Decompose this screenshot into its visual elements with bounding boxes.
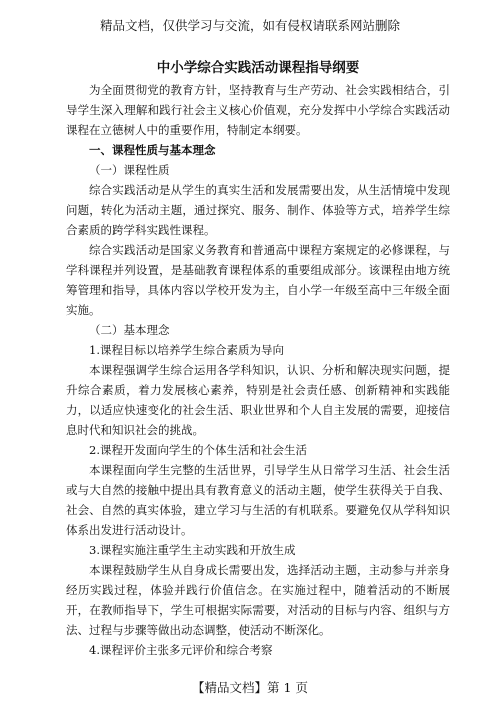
subsection-heading-course-nature: （一）课程性质	[89, 163, 170, 177]
intro-paragraph: 为全面贯彻党的教育方针，坚持教育与生产劳动、社会实践相结合，引导学生深入理解和践行社会主义核心价值观，充分发挥中小学综合实践活动课程在立德树人中的重要作用，特制定本纲要。	[66, 83, 450, 137]
point-2-paragraph: 本课程面向学生完整的生活世界，引导学生从日常学习生活、社会生活或与大自然的接触中提出具有教育意义的活动主题，使学生获得关于自我、社会、自然的真实体验，建立学习与生活的有机联系。要避免仅从学科知识体系出发进行活动设计。	[66, 463, 450, 537]
point-3-heading: 3.课程实施注重学生主动实践和开放生成	[89, 543, 296, 557]
subsection-heading-basic-philosophy: （二）基本理念	[89, 323, 170, 337]
document-body	[66, 58, 450, 660]
point-2-heading: 2.课程开发面向学生的个体生活和社会生活	[89, 443, 307, 457]
document-title: 中小学综合实践活动课程指导纲要	[156, 60, 360, 76]
point-4-heading: 4.课程评价主张多元评价和综合考察	[89, 643, 273, 657]
point-1-paragraph: 本课程强调学生综合运用各学科知识，认识、分析和解决现实问题，提升综合素质，着力发展核心素养，特别是社会责任感、创新精神和实践能力，以适应快速变化的社会生活、职业世界和个人自主发展的需要，迎接信息时代和知识社会的挑战。	[66, 363, 450, 437]
section-heading-nature-and-philosophy: 一、课程性质与基本理念	[89, 143, 216, 157]
point-3-paragraph: 本课程鼓励学生从自身成长需要出发，选择活动主题，主动参与并亲身经历实践过程，体验并践行价值信念。在实施过程中，随着活动的不断展开，在教师指导下，学生可根据实际需要，对活动的目标与内容、组织与方法、过程与步骤等做出动态调整，使活动不断深化。	[66, 563, 450, 637]
course-nature-paragraph-1: 综合实践活动是从学生的真实生活和发展需要出发，从生活情境中发现问题，转化为活动主题，通过探究、服务、制作、体验等方式，培养学生综合素质的跨学科实践性课程。	[66, 183, 450, 237]
point-1-heading: 1.课程目标以培养学生综合素质为导向	[89, 343, 284, 357]
course-nature-paragraph-2: 综合实践活动是国家义务教育和普通高中课程方案规定的必修课程，与学科课程并列设置，是基础教育课程体系的重要组成部分。该课程由地方统筹管理和指导，具体内容以学校开发为主，自小学一年级至高中三年级全面实施。	[66, 243, 450, 317]
page-header-note: 精品文档，仅供学习与交流，如有侵权请联系网站删除	[99, 18, 400, 33]
page-footer-note: 【精品文档】第 1 页	[192, 680, 308, 695]
